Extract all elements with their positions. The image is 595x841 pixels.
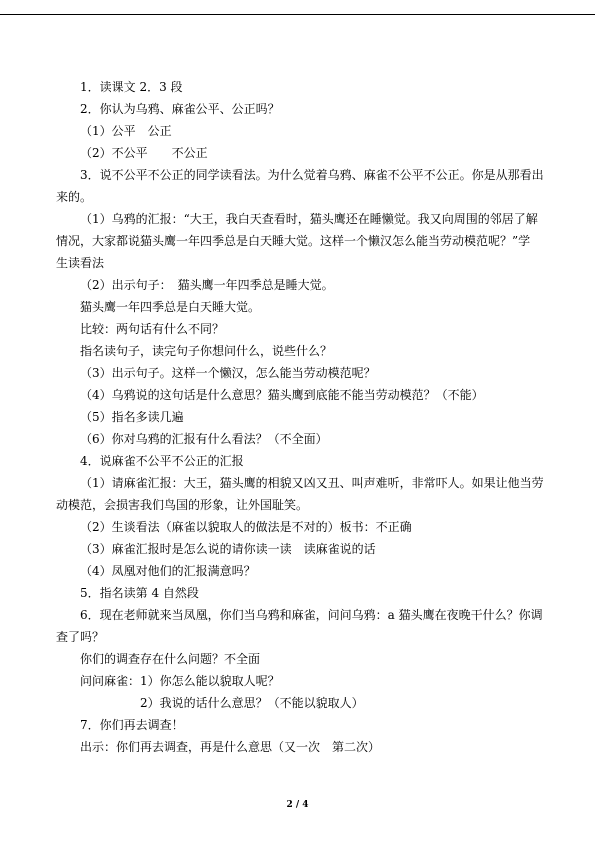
text-line: 猫头鹰一年四季总是白天睡大觉。	[80, 300, 261, 314]
text-line: （4）乌鸦说的这句话是什么意思？猫头鹰到底能不能当劳动模范？（不能）	[80, 388, 484, 402]
text-line: 查了吗？	[56, 630, 105, 644]
header-rule	[0, 14, 595, 15]
text-line: 来的。	[56, 190, 93, 204]
text-line: （3）出示句子。这样一个懒汉，怎么能当劳动模范呢？	[80, 366, 376, 380]
text-line: （1）乌鸦的汇报：“大王，我白天查看时，猫头鹰还在睡懒觉。我又向周围的邻居了解	[80, 212, 538, 226]
text-line: （2）出示句子： 猫头鹰一年四季总是睡大觉。	[80, 278, 334, 292]
text-line: 5．指名读第 4 自然段	[80, 586, 199, 600]
text-line: （1）公平 公正	[80, 124, 172, 138]
text-line: 7．你们再去调查！	[80, 718, 184, 732]
text-line: 情况，大家都说猫头鹰一年四季总是白天睡大觉。这样一个懒汉怎么能当劳动模范呢？”学	[56, 234, 531, 248]
page-number: 2 / 4	[286, 800, 309, 810]
text-line: （4）凤凰对他们的汇报满意吗？	[80, 564, 256, 578]
text-line: 问问麻雀：1）你怎么能以貌取人呢？	[80, 674, 280, 688]
text-line: 生读看法	[56, 256, 105, 270]
text-line: 比较：两句话有什么不同？	[80, 322, 225, 336]
text-line: 出示：你们再去调查，再是什么意思（又一次 第二次）	[80, 740, 381, 754]
text-line: 2）我说的话什么意思？（不能以貌取人）	[140, 696, 364, 710]
text-line: 指名读句子，读完句子你想问什么，说些什么？	[80, 344, 333, 358]
text-line: 4．说麻雀不公平不公正的汇报	[80, 454, 244, 468]
text-line: 3．说不公平不公正的同学读看法。为什么觉着乌鸦、麻雀不公平不公正。你是从那看出	[80, 168, 544, 182]
text-line: （6）你对乌鸦的汇报有什么看法？（不全面）	[80, 432, 328, 446]
text-line: （3）麻雀汇报时是怎么说的请你读一读 读麻雀说的话	[80, 542, 376, 556]
text-line: 你们的调查存在什么问题？不全面	[80, 652, 261, 666]
text-line: （2）不公平 不公正	[80, 146, 208, 160]
text-line: 动模范，会损害我们鸟国的形象，让外国耻笑。	[56, 498, 309, 512]
text-line: （2）生谈看法（麻雀以貌取人的做法是不对的）板书：不正确	[80, 520, 412, 534]
text-line: （5）指名多读几遍	[80, 410, 184, 424]
text-line: （1）请麻雀汇报：大王，猫头鹰的相貌又凶又丑、叫声难听，非常吓人。如果让他当劳	[80, 476, 544, 490]
text-line: 2．你认为乌鸦、麻雀公平、公正吗？	[80, 102, 280, 116]
text-line: 6．现在老师就来当凤凰，你们当乌鸦和麻雀，问问乌鸦：a 猫头鹰在夜晚干什么？你调	[80, 608, 543, 622]
text-line: 1．读课文 2．3 段	[80, 80, 183, 94]
